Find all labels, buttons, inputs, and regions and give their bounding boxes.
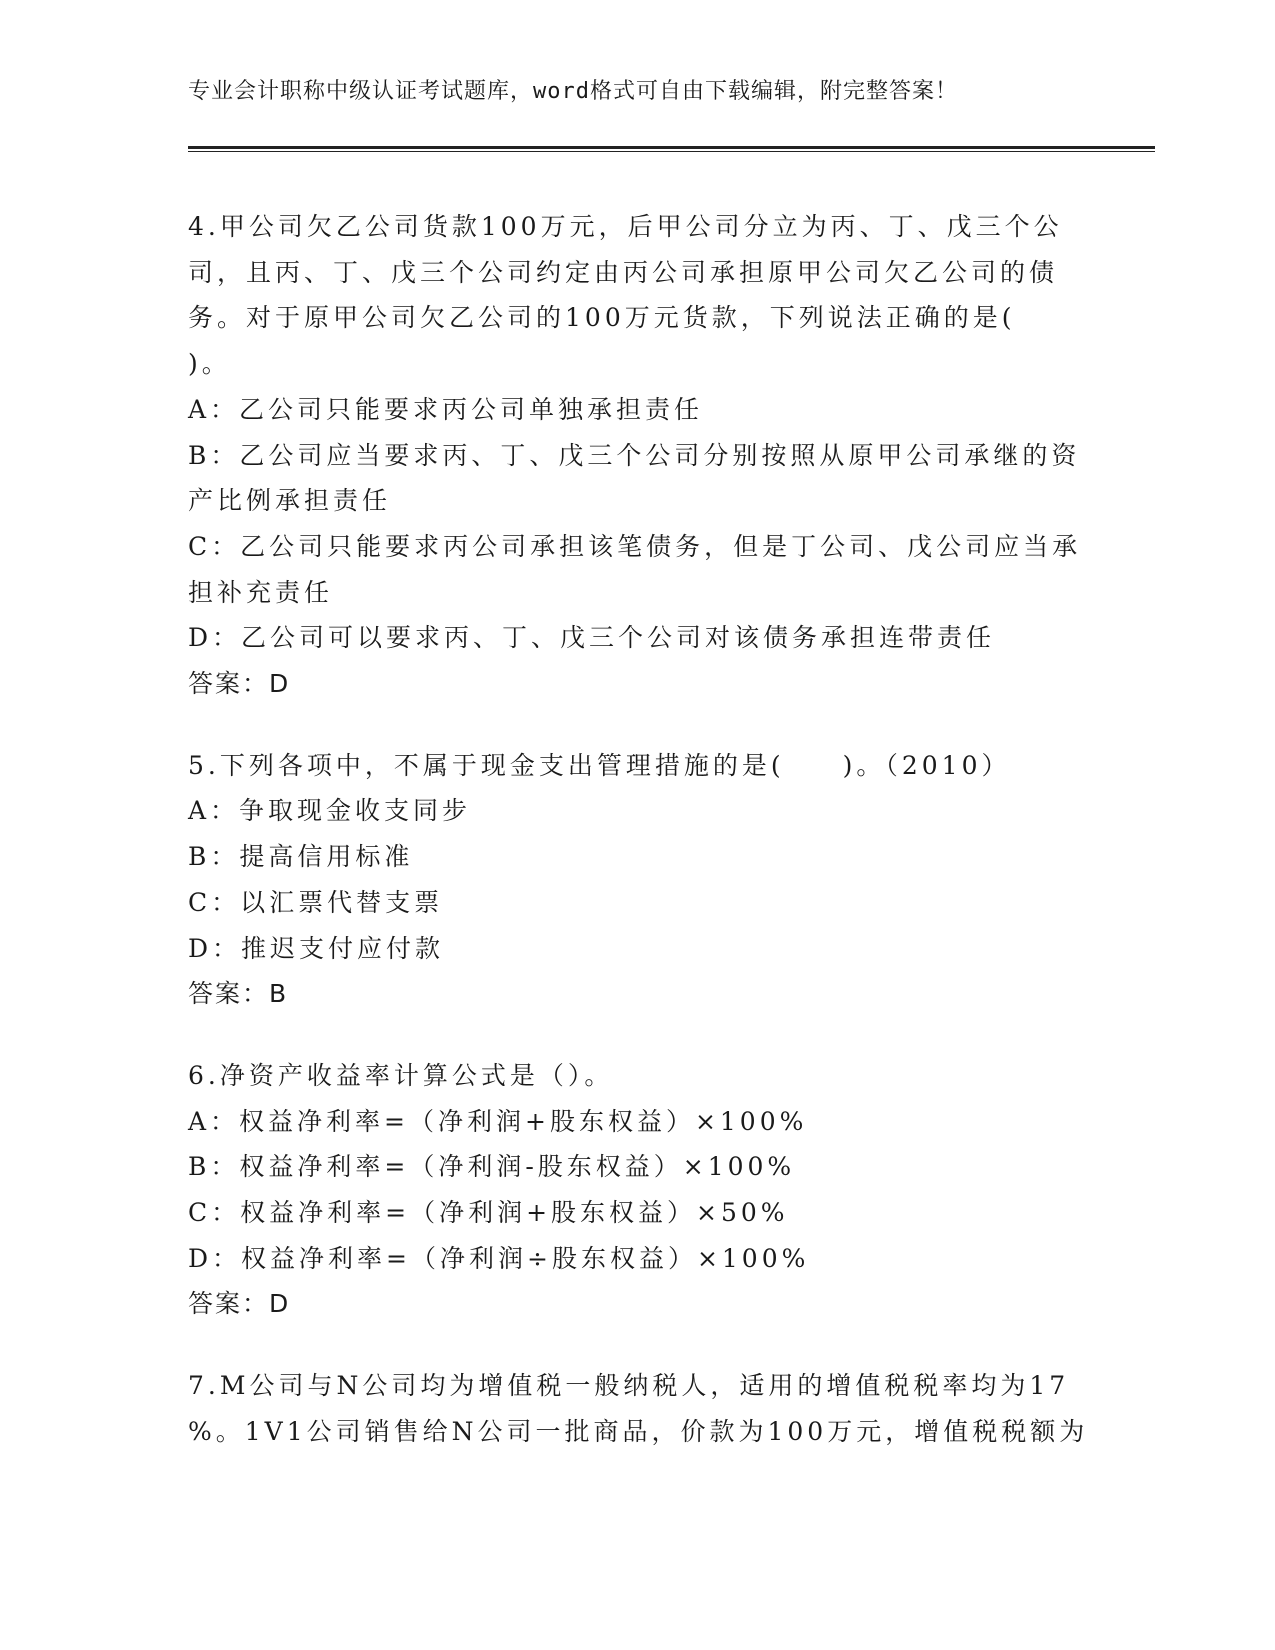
question-stem-line: 务。对于原甲公司欠乙公司的100万元货款，下列说法正确的是( <box>188 303 1016 333</box>
option-line: D：权益净利率=（净利润÷股东权益）×100% <box>188 1243 810 1273</box>
option-line: B：权益净利率=（净利润-股东权益）×100% <box>188 1152 796 1182</box>
question-stem-line: 4.甲公司欠乙公司货款100万元，后甲公司分立为丙、丁、戊三个公 <box>188 212 1063 241</box>
option-line: C：乙公司只能要求丙公司承担该笔债务，但是丁公司、戊公司应当承 <box>188 531 1082 561</box>
option-line: 担补充责任 <box>188 577 334 607</box>
option-line: D：乙公司可以要求丙、丁、戊三个公司对该债务承担连带责任 <box>188 623 996 653</box>
header-divider <box>188 146 1155 149</box>
header-text: 专业会计职称中级认证考试题库，word格式可自由下载编辑，附完整答案！ <box>188 79 958 104</box>
question-stem-line: 5.下列各项中，不属于现金支出管理措施的是( )。（2010） <box>188 750 1011 780</box>
question-stem-line: 司，且丙、丁、戊三个公司约定由丙公司承担原甲公司欠乙公司的债 <box>188 257 1059 287</box>
question-stem-line: )。 <box>188 349 231 379</box>
question-stem-line: 7.M公司与N公司均为增值税一般纳税人，适用的增值税税率均为17 <box>188 1371 1070 1401</box>
answer-line: 答案：D <box>188 669 291 699</box>
option-line: A：争取现金收支同步 <box>188 796 472 826</box>
question-block <box>188 204 1088 707</box>
option-line: A：权益净利率=（净利润+股东权益）×100% <box>188 1106 808 1136</box>
answer-line: 答案：D <box>188 1289 291 1319</box>
option-line: 产比例承担责任 <box>188 486 392 516</box>
question-stem-line: %。1V1公司销售给N公司一批商品，价款为100万元，增值税税额为 <box>188 1416 1089 1446</box>
option-line: C：权益净利率=（净利润+股东权益）×50% <box>188 1198 789 1228</box>
option-line: C：以汇票代替支票 <box>188 887 444 917</box>
question-block <box>188 1363 1088 1454</box>
question-list <box>188 204 1088 1491</box>
header-divider-thin <box>188 151 1155 152</box>
question-stem-line: 6.净资产收益率计算公式是（）。 <box>188 1060 614 1090</box>
option-line: D：推迟支付应付款 <box>188 933 445 963</box>
question-block <box>188 743 1088 1017</box>
option-line: A：乙公司只能要求丙公司单独承担责任 <box>188 394 704 424</box>
question-block <box>188 1053 1088 1327</box>
option-line: B：乙公司应当要求丙、丁、戊三个公司分别按照从原甲公司承继的资 <box>188 440 1081 470</box>
answer-line: 答案：B <box>188 979 289 1009</box>
option-line: B：提高信用标准 <box>188 842 414 872</box>
